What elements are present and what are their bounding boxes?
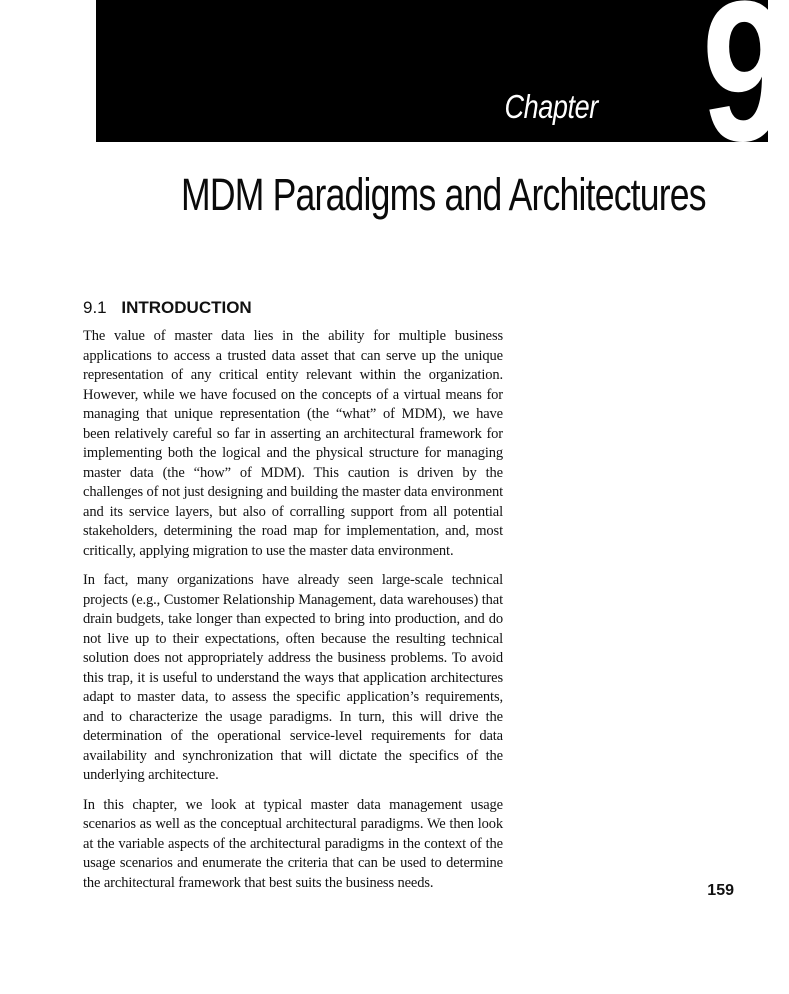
paragraph: The value of master data lies in the ability for multiple business applications to access a trusted data asset that can serve up the unique representation of any critical entity relevant within the organization. However, while we have focused on the concepts of a virtual means for managing that unique representation (the “what” of MDM), we have been relatively careful so far in asserting an architectural framework for implementing both the logical and the physical structure for managing master data (the “how” of MDM). This caution is driven by the challenges of not just designing and building the master data environment and its service layers, but also of corralling support from all potential stakeholders, determining the road map for implementation, and, most critically, applying migration to use the master data environment. bbox=[83, 328, 503, 559]
paragraph: In this chapter, we look at typical master data management usage scenarios as well as the conceptual architectural paradigms. We then look at the variable aspects of the architectural paradigms in the context of the usage scenarios and enumerate the criteria that can be used to determine the architectural framework that best suits the business needs. bbox=[83, 796, 503, 891]
section-heading bbox=[83, 296, 252, 320]
paragraph: In fact, many organizations have already seen large-scale technical projects (e.g., Customer Relationship Management, data warehouses) that drain budgets, take longer than expected to bring into production, and do not live up to their expectations, often because the resulting technical solution does not appropriately address the business problems. To avoid this trap, it is useful to understand the ways that application architectures adapt to master data, to assess the specific application’s requirements, and to characterize the usage paradigms. In turn, this will drive the determination of the operational service-level requirements for data availability and synchronization that will dictate the specifics of the underlying architecture. bbox=[83, 572, 503, 783]
section-number: 9.1 bbox=[83, 298, 107, 317]
chapter-number: 9 bbox=[702, 0, 789, 183]
body-text bbox=[83, 327, 503, 903]
chapter-header-band bbox=[96, 0, 789, 183]
chapter-title: MDM Paradigms and Architectures bbox=[181, 169, 706, 220]
chapter-label: Chapter bbox=[504, 88, 598, 125]
section-title: INTRODUCTION bbox=[121, 298, 252, 317]
page-number: 159 bbox=[707, 882, 734, 899]
